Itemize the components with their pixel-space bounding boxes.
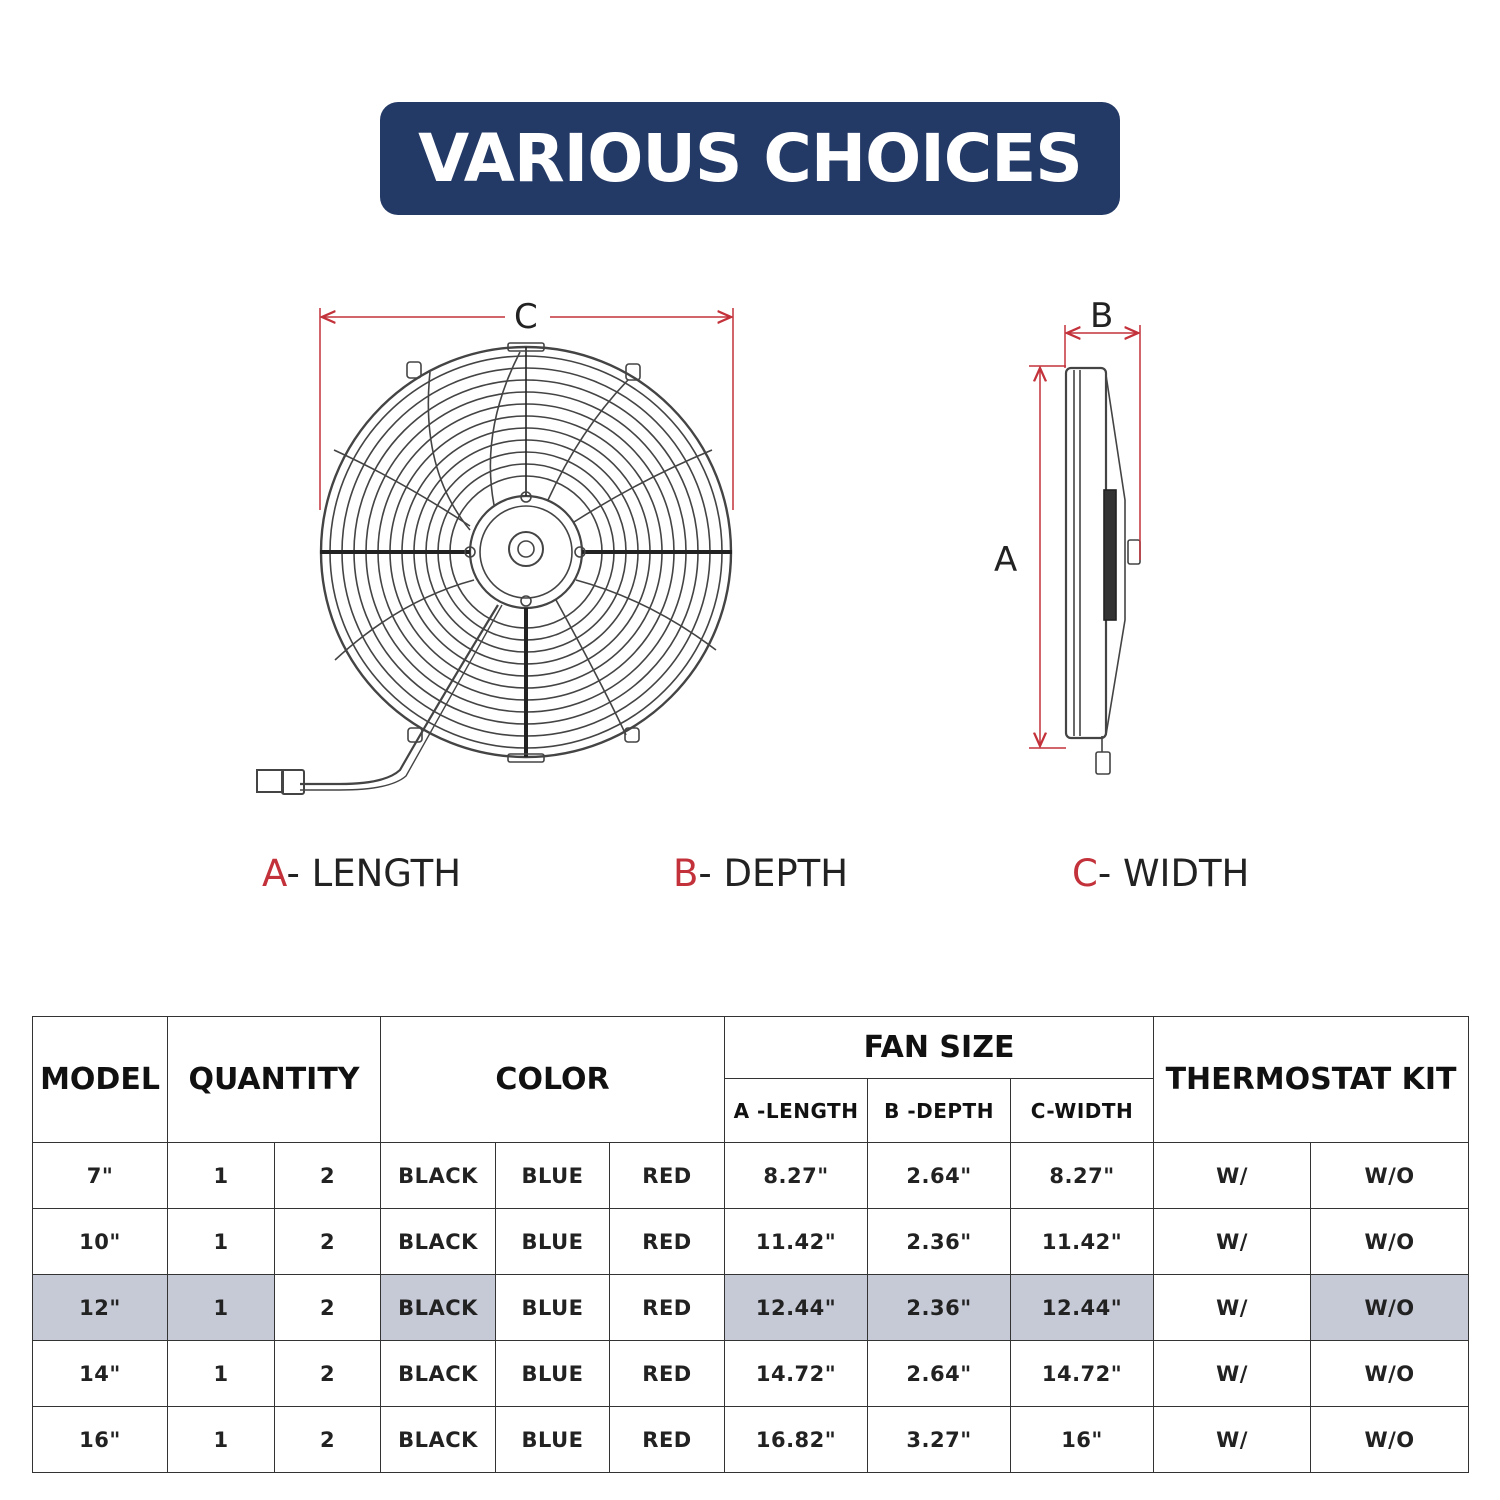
header-model: MODEL — [33, 1017, 168, 1143]
cell-model: 12" — [33, 1275, 168, 1341]
cell-model: 14" — [33, 1341, 168, 1407]
cell-b-depth: 2.36" — [868, 1275, 1011, 1341]
legend-text: - DEPTH — [698, 852, 849, 895]
cell-quantity-1: 1 — [168, 1209, 275, 1275]
table-row — [33, 1143, 1469, 1209]
cell-b-depth: 2.36" — [868, 1209, 1011, 1275]
cell-b-depth: 2.64" — [868, 1143, 1011, 1209]
cell-c-width: 11.42" — [1011, 1209, 1154, 1275]
cell-color-black: BLACK — [381, 1143, 496, 1209]
legend-width — [1072, 852, 1249, 895]
dimension-label-b: B — [1090, 296, 1114, 336]
cell-b-depth: 2.64" — [868, 1341, 1011, 1407]
cell-quantity-2: 2 — [275, 1143, 381, 1209]
cell-color-red: RED — [610, 1275, 725, 1341]
table-row-highlighted — [33, 1275, 1469, 1341]
cell-thermostat-with: W/ — [1154, 1341, 1311, 1407]
cell-color-red: RED — [610, 1341, 725, 1407]
dimension-label-c: C — [514, 297, 538, 337]
header-a-length: A -LENGTH — [725, 1079, 868, 1143]
dimension-label-a: A — [994, 540, 1018, 580]
cell-quantity-1: 1 — [168, 1341, 275, 1407]
cell-color-blue: BLUE — [496, 1341, 610, 1407]
header-quantity: QUANTITY — [168, 1017, 381, 1143]
legend-letter: B — [673, 852, 699, 895]
cell-color-blue: BLUE — [496, 1143, 610, 1209]
cell-c-width: 14.72" — [1011, 1341, 1154, 1407]
header-color: COLOR — [381, 1017, 725, 1143]
cell-quantity-1: 1 — [168, 1275, 275, 1341]
legend-length — [262, 852, 461, 895]
cell-color-black: BLACK — [381, 1275, 496, 1341]
legend-text: - LENGTH — [286, 852, 462, 895]
cell-color-red: RED — [610, 1407, 725, 1473]
header-b-depth: B -DEPTH — [868, 1079, 1011, 1143]
cell-c-width: 8.27" — [1011, 1143, 1154, 1209]
cell-quantity-1: 1 — [168, 1407, 275, 1473]
cell-color-blue: BLUE — [496, 1209, 610, 1275]
legend-text: - WIDTH — [1097, 852, 1250, 895]
page-title: VARIOUS CHOICES — [418, 120, 1082, 197]
header-c-width: C-WIDTH — [1011, 1079, 1154, 1143]
cell-color-black: BLACK — [381, 1407, 496, 1473]
cell-color-blue: BLUE — [496, 1275, 610, 1341]
cell-a-length: 12.44" — [725, 1275, 868, 1341]
cell-thermostat-without: W/O — [1311, 1209, 1469, 1275]
cell-quantity-2: 2 — [275, 1209, 381, 1275]
cell-thermostat-with: W/ — [1154, 1143, 1311, 1209]
cell-thermostat-without: W/O — [1311, 1275, 1469, 1341]
fan-side-view — [1066, 368, 1140, 774]
cell-a-length: 11.42" — [725, 1209, 868, 1275]
cell-quantity-2: 2 — [275, 1407, 381, 1473]
cell-a-length: 8.27" — [725, 1143, 868, 1209]
cell-thermostat-without: W/O — [1311, 1143, 1469, 1209]
cell-model: 7" — [33, 1143, 168, 1209]
cell-thermostat-with: W/ — [1154, 1275, 1311, 1341]
legend-letter: C — [1072, 852, 1098, 895]
cell-a-length: 14.72" — [725, 1341, 868, 1407]
fan-front-view — [257, 343, 732, 794]
cell-thermostat-without: W/O — [1311, 1407, 1469, 1473]
table-row — [33, 1341, 1469, 1407]
cell-a-length: 16.82" — [725, 1407, 868, 1473]
spec-table — [32, 1016, 1469, 1473]
cell-thermostat-with: W/ — [1154, 1209, 1311, 1275]
cell-quantity-2: 2 — [275, 1341, 381, 1407]
cell-thermostat-with: W/ — [1154, 1407, 1311, 1473]
cell-c-width: 16" — [1011, 1407, 1154, 1473]
cell-color-blue: BLUE — [496, 1407, 610, 1473]
cell-color-black: BLACK — [381, 1341, 496, 1407]
table-row — [33, 1407, 1469, 1473]
cell-color-black: BLACK — [381, 1209, 496, 1275]
cell-thermostat-without: W/O — [1311, 1341, 1469, 1407]
cell-color-red: RED — [610, 1209, 725, 1275]
header-thermostat-kit: THERMOSTAT KIT — [1154, 1017, 1469, 1143]
side-dimension-lines — [1029, 325, 1140, 748]
cell-b-depth: 3.27" — [868, 1407, 1011, 1473]
legend-letter: A — [262, 852, 287, 895]
cell-quantity-2: 2 — [275, 1275, 381, 1341]
header-fan-size: FAN SIZE — [725, 1017, 1154, 1079]
cell-model: 10" — [33, 1209, 168, 1275]
table-row — [33, 1209, 1469, 1275]
cell-model: 16" — [33, 1407, 168, 1473]
legend-depth — [673, 852, 848, 895]
cell-color-red: RED — [610, 1143, 725, 1209]
cell-quantity-1: 1 — [168, 1143, 275, 1209]
cell-c-width: 12.44" — [1011, 1275, 1154, 1341]
